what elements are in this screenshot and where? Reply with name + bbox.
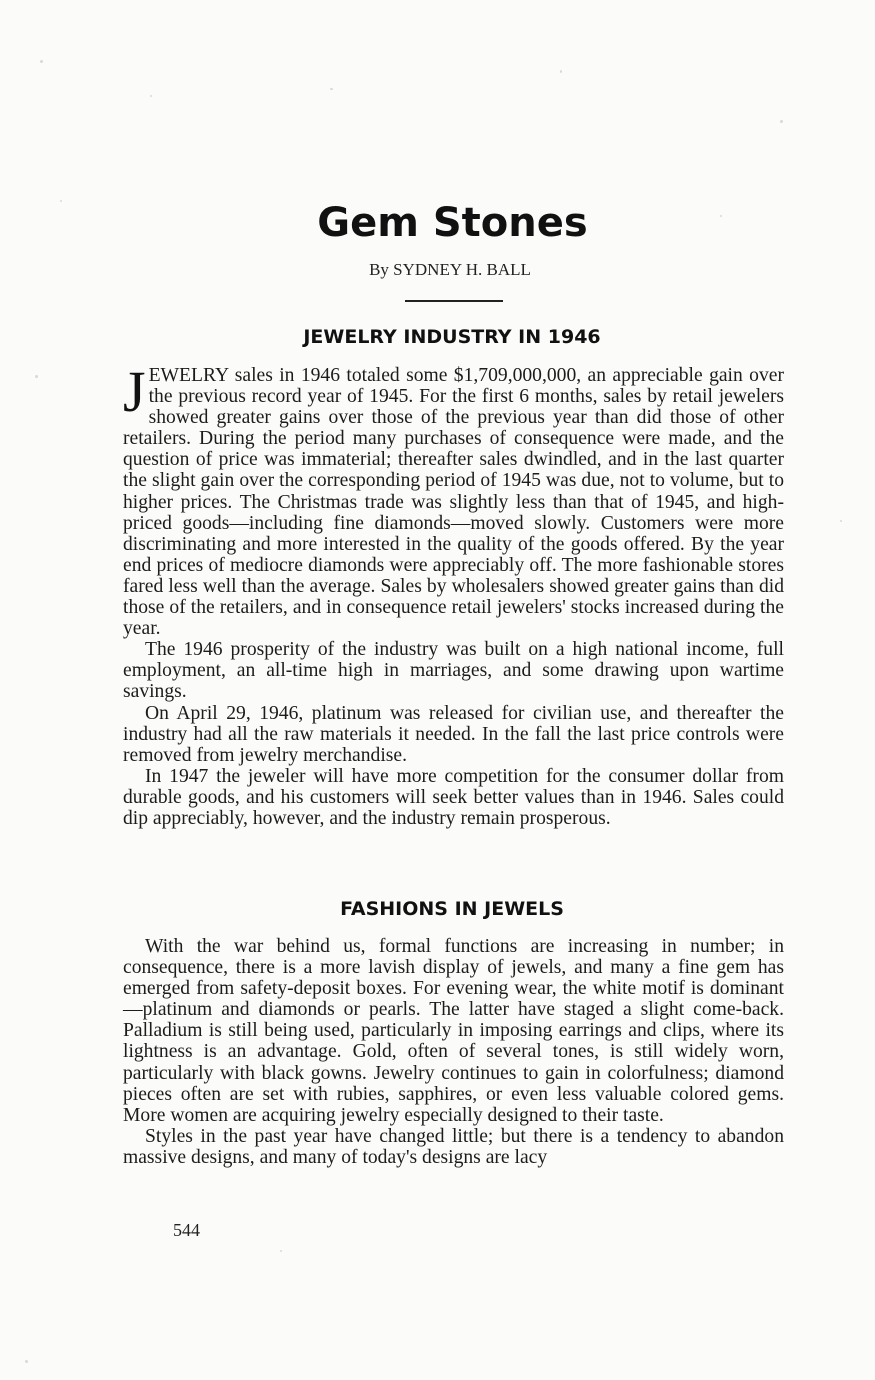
- section-heading-fashions-in-jewels: FASHIONS IN JEWELS: [340, 898, 564, 920]
- paragraph: With the war behind us, formal functions are increasing in number; in consequence, there is a more lavish display of jewels, and many a fine gem has emerged from safety-deposit boxes. For evening wear, the white motif is dominant—platinum and diamonds or pearls. The latter have staged a slight come-back. Palladium is still being used, particularly in imposing earrings and clips, where its lightness is an advantage. Gold, often of several tones, is still widely worn, particularly with black gowns. Jewelry continues to gain in colorfulness; diamond pieces often are set with rubies, sapphires, or even less valuable colored gems. More women are acquiring jewelry especially designed to their taste.: [123, 936, 784, 1126]
- scan-speck: [280, 1250, 282, 1252]
- scan-speck: [40, 60, 43, 63]
- drop-cap: J: [123, 359, 146, 424]
- section-heading-jewelry-industry: JEWELRY INDUSTRY IN 1946: [303, 326, 601, 348]
- paragraph: Styles in the past year have changed little; but there is a tendency to abandon massive designs, and many of today's designs are lacy: [123, 1125, 784, 1168]
- scan-speck: [840, 520, 842, 522]
- scan-speck: [330, 88, 333, 90]
- paragraph: [123, 359, 784, 640]
- scan-speck: [780, 120, 783, 123]
- scan-speck: [560, 70, 562, 73]
- section-jewelry-industry-body: [123, 359, 784, 829]
- scan-speck: [150, 95, 152, 97]
- scan-speck: [35, 375, 38, 378]
- article-title: Gem Stones: [317, 200, 588, 246]
- scan-speck: [720, 215, 722, 217]
- paragraph: On April 29, 1946, platinum was released for civilian use, and thereafter the industry had all the raw materials it needed. In the fall the last price controls were removed from jewelry merchandise.: [123, 702, 784, 766]
- scan-speck: [25, 1360, 28, 1363]
- section-fashions-body: [123, 936, 784, 1168]
- paragraph: The 1946 prosperity of the industry was built on a high national income, full employment, an all-time high in marriages, and some drawing upon wartime savings.: [123, 639, 784, 703]
- title-divider-rule: [405, 300, 503, 302]
- page-number: 544: [173, 1220, 200, 1240]
- paragraph: In 1947 the jeweler will have more competition for the consumer dollar from durable goods, and his customers will seek better values than in 1946. Sales could dip appreciably, however, and the industry remain prosperous.: [123, 765, 784, 829]
- paragraph-text: EWELRY sales in 1946 totaled some $1,709,000,000, an appreciable gain over the previous record year of 1945. For the first 6 months, sales by retail jewelers showed greater gains over those of the previous year than did those of other retailers. During the period many purchases of consequence were made, and the question of price was immaterial; thereafter sales dwindled, and in the last quarter the slight gain over the corresponding period of 1945 was due, not to volume, but to higher prices. The Christmas trade was slightly less than that of 1945, and high-priced goods—including fine diamonds—moved slowly. Customers were more discriminating and more interested in the quality of the goods offered. By the year end prices of mediocre diamonds were appreciably off. The more fashionable stores fared less well than the average. Sales by wholesalers showed greater gains than did those of the retailers, and in consequence retail jewelers' stocks increased during the year.: [123, 365, 784, 640]
- article-byline: By SYDNEY H. BALL: [369, 260, 531, 279]
- scan-speck: [60, 200, 62, 202]
